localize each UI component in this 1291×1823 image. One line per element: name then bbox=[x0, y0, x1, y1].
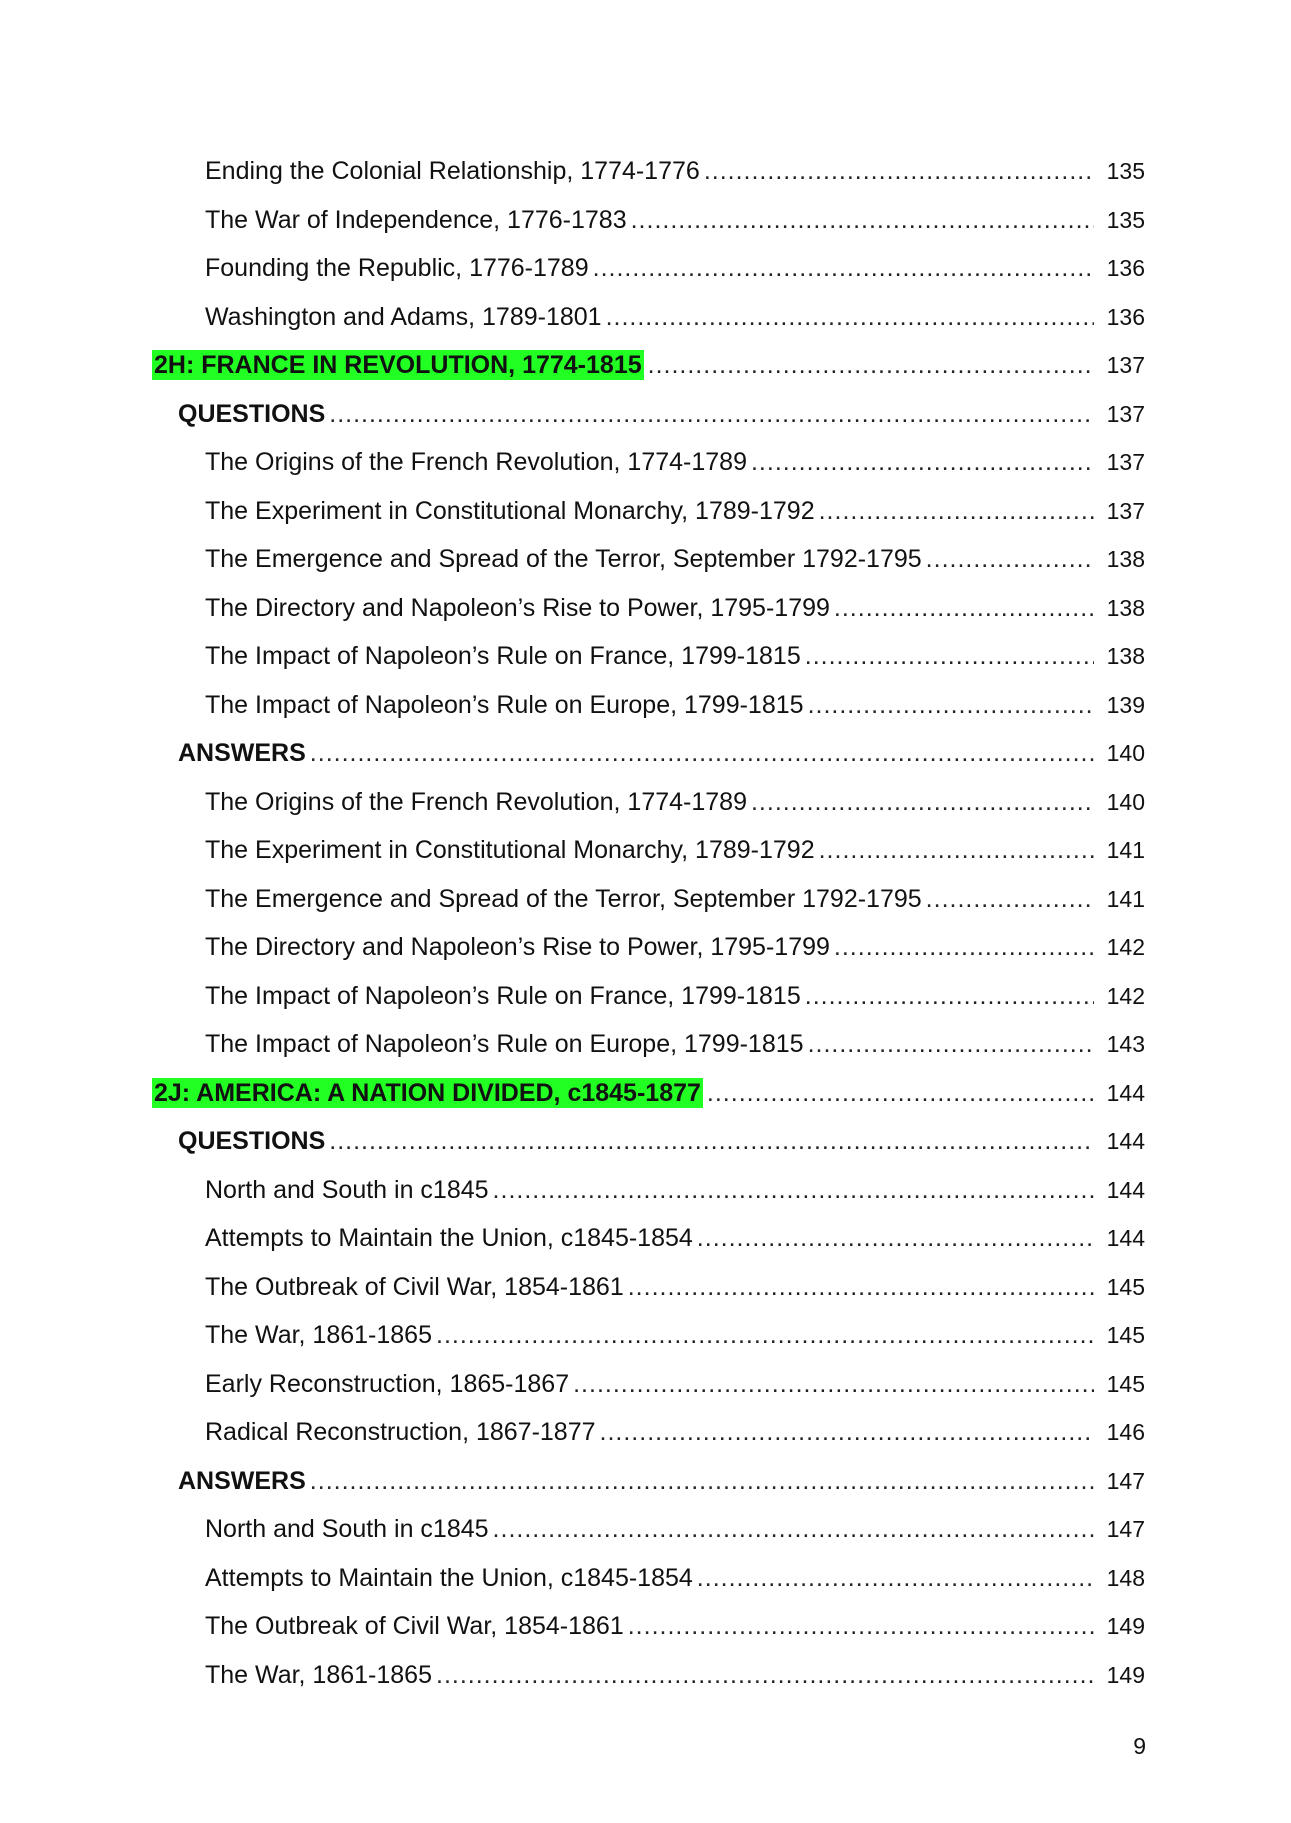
dot-leader bbox=[697, 1554, 1094, 1603]
toc-subheading[interactable] bbox=[0, 390, 1291, 439]
toc-entry-page: 144 bbox=[1106, 1176, 1145, 1203]
toc-entry-page: 144 bbox=[1106, 1225, 1145, 1251]
toc-entry-title: The War, 1861-1865 bbox=[205, 1321, 432, 1349]
dot-leader bbox=[808, 681, 1094, 730]
toc-entry-page: 137 bbox=[1106, 449, 1145, 475]
toc-entry-title: The Impact of Napoleon’s Rule on France, 1799-1815 bbox=[205, 642, 801, 670]
toc-entry[interactable] bbox=[0, 1263, 1291, 1312]
toc-entry-title: Attempts to Maintain the Union, c1845-1854 bbox=[205, 1563, 693, 1592]
toc-entry-title: The Experiment in Constitutional Monarchy, 1789-1792 bbox=[205, 836, 815, 864]
dot-leader bbox=[834, 584, 1094, 633]
toc-entry[interactable] bbox=[0, 923, 1291, 972]
toc-entry[interactable] bbox=[0, 438, 1291, 487]
dot-leader bbox=[493, 1505, 1094, 1554]
toc-entry[interactable] bbox=[0, 196, 1291, 245]
toc-entry-title: The Experiment in Constitutional Monarchy, 1789-1792 bbox=[205, 496, 815, 525]
toc-entry-title: Attempts to Maintain the Union, c1845-1854 bbox=[205, 1224, 693, 1252]
toc-entry-title: The Impact of Napoleon’s Rule on Europe, 1799-1815 bbox=[205, 690, 804, 719]
toc-entry-title: 2H: FRANCE IN REVOLUTION, 1774-1815 bbox=[154, 351, 642, 379]
toc-entry-title: Ending the Colonial Relationship, 1774-1776 bbox=[205, 157, 700, 185]
page-number: 9 bbox=[1133, 1733, 1146, 1759]
toc-entry-title: North and South in c1845 bbox=[205, 1515, 489, 1543]
toc-entry-page: 143 bbox=[1106, 1031, 1145, 1057]
toc-subheading[interactable] bbox=[0, 1117, 1291, 1166]
toc-entry-page: 141 bbox=[1106, 837, 1145, 863]
toc-entry[interactable] bbox=[0, 778, 1291, 827]
toc-entry-title: QUESTIONS bbox=[178, 399, 326, 428]
dot-leader bbox=[628, 1263, 1094, 1312]
toc-entry[interactable] bbox=[0, 1360, 1291, 1409]
toc-entry[interactable] bbox=[0, 826, 1291, 875]
dot-leader bbox=[751, 438, 1094, 487]
dot-leader bbox=[606, 293, 1094, 342]
toc-entry-page: 147 bbox=[1106, 1516, 1145, 1542]
dot-leader bbox=[310, 729, 1094, 778]
dot-leader bbox=[805, 972, 1094, 1021]
toc-entry[interactable] bbox=[0, 972, 1291, 1021]
toc-entry[interactable] bbox=[0, 147, 1291, 196]
toc-entry-page: 138 bbox=[1106, 546, 1145, 572]
toc-entry[interactable] bbox=[0, 681, 1291, 730]
dot-leader bbox=[329, 390, 1094, 439]
toc-entry[interactable] bbox=[0, 1311, 1291, 1360]
dot-leader bbox=[697, 1214, 1094, 1263]
dot-leader bbox=[329, 1117, 1094, 1166]
toc-entry[interactable] bbox=[0, 632, 1291, 681]
toc-entry-title: The Origins of the French Revolution, 1774-1789 bbox=[205, 448, 747, 476]
toc-entry-title: The Emergence and Spread of the Terror, September 1792-1795 bbox=[205, 884, 922, 913]
toc-entry-page: 139 bbox=[1106, 691, 1145, 718]
dot-leader bbox=[436, 1311, 1094, 1360]
toc-entry-title: The Directory and Napoleon’s Rise to Power, 1795-1799 bbox=[205, 593, 830, 622]
table-of-contents bbox=[0, 147, 1291, 1699]
toc-entry-title: The War of Independence, 1776-1783 bbox=[205, 205, 627, 234]
toc-entry-page: 147 bbox=[1106, 1467, 1145, 1494]
toc-entry-page: 142 bbox=[1106, 934, 1145, 960]
toc-entry-page: 146 bbox=[1106, 1419, 1145, 1445]
dot-leader bbox=[310, 1457, 1094, 1506]
toc-entry-page: 149 bbox=[1106, 1613, 1145, 1639]
toc-entry-title: The Outbreak of Civil War, 1854-1861 bbox=[205, 1272, 624, 1301]
toc-entry-page: 149 bbox=[1106, 1661, 1145, 1688]
toc-entry[interactable] bbox=[0, 875, 1291, 924]
dot-leader bbox=[648, 341, 1094, 390]
toc-subheading[interactable] bbox=[0, 1457, 1291, 1506]
toc-entry-title: Washington and Adams, 1789-1801 bbox=[205, 302, 602, 331]
toc-entry-page: 144 bbox=[1106, 1128, 1145, 1154]
toc-section-heading[interactable] bbox=[0, 341, 1291, 390]
toc-entry[interactable] bbox=[0, 584, 1291, 633]
toc-entry-title: The Outbreak of Civil War, 1854-1861 bbox=[205, 1612, 624, 1640]
toc-entry-title: 2J: AMERICA: A NATION DIVIDED, c1845-1877 bbox=[154, 1078, 701, 1107]
dot-leader bbox=[926, 875, 1094, 924]
toc-entry[interactable] bbox=[0, 1020, 1291, 1069]
dot-leader bbox=[593, 244, 1094, 293]
toc-entry-page: 137 bbox=[1106, 352, 1145, 378]
toc-entry[interactable] bbox=[0, 1214, 1291, 1263]
dot-leader bbox=[436, 1651, 1094, 1700]
toc-entry[interactable] bbox=[0, 1602, 1291, 1651]
dot-leader bbox=[628, 1602, 1094, 1651]
toc-entry[interactable] bbox=[0, 1505, 1291, 1554]
toc-entry-page: 136 bbox=[1106, 255, 1145, 281]
toc-entry-page: 142 bbox=[1106, 982, 1145, 1009]
toc-entry-page: 145 bbox=[1106, 1322, 1145, 1348]
dot-leader bbox=[819, 487, 1094, 536]
dot-leader bbox=[819, 826, 1094, 875]
toc-entry[interactable] bbox=[0, 1408, 1291, 1457]
toc-entry-page: 148 bbox=[1106, 1564, 1145, 1591]
toc-entry-title: Radical Reconstruction, 1867-1877 bbox=[205, 1418, 596, 1446]
toc-entry-page: 144 bbox=[1106, 1079, 1145, 1106]
toc-subheading[interactable] bbox=[0, 729, 1291, 778]
toc-entry-page: 138 bbox=[1106, 643, 1145, 669]
toc-entry[interactable] bbox=[0, 1166, 1291, 1215]
toc-entry-title: ANSWERS bbox=[178, 1466, 306, 1495]
dot-leader bbox=[573, 1360, 1094, 1409]
dot-leader bbox=[600, 1408, 1094, 1457]
toc-entry-title: The Directory and Napoleon’s Rise to Power, 1795-1799 bbox=[205, 933, 830, 961]
toc-entry-page: 136 bbox=[1106, 303, 1145, 330]
toc-entry-page: 140 bbox=[1106, 788, 1145, 815]
toc-entry[interactable] bbox=[0, 487, 1291, 536]
dot-leader bbox=[834, 923, 1094, 972]
toc-entry-page: 145 bbox=[1106, 1273, 1145, 1300]
toc-entry[interactable] bbox=[0, 1651, 1291, 1700]
toc-entry-page: 140 bbox=[1106, 740, 1145, 766]
dot-leader bbox=[926, 535, 1094, 584]
toc-entry-page: 135 bbox=[1106, 206, 1145, 233]
toc-entry-title: ANSWERS bbox=[178, 739, 306, 767]
toc-entry-title: The Impact of Napoleon’s Rule on France, 1799-1815 bbox=[205, 981, 801, 1010]
toc-entry-page: 137 bbox=[1106, 400, 1145, 427]
dot-leader bbox=[631, 196, 1094, 245]
dot-leader bbox=[493, 1166, 1094, 1215]
toc-entry-page: 137 bbox=[1106, 497, 1145, 524]
toc-entry[interactable] bbox=[0, 1554, 1291, 1603]
toc-entry-title: The War, 1861-1865 bbox=[205, 1660, 432, 1689]
toc-entry-title: The Origins of the French Revolution, 1774-1789 bbox=[205, 787, 747, 816]
dot-leader bbox=[707, 1069, 1094, 1118]
dot-leader bbox=[751, 778, 1094, 827]
toc-entry[interactable] bbox=[0, 244, 1291, 293]
toc-entry-title: The Emergence and Spread of the Terror, September 1792-1795 bbox=[205, 545, 922, 573]
toc-entry-title: QUESTIONS bbox=[178, 1127, 326, 1155]
toc-entry[interactable] bbox=[0, 293, 1291, 342]
toc-entry-page: 135 bbox=[1106, 158, 1145, 184]
toc-entry-page: 141 bbox=[1106, 885, 1145, 912]
toc-entry-page: 145 bbox=[1106, 1370, 1145, 1397]
dot-leader bbox=[805, 632, 1094, 681]
toc-section-heading[interactable] bbox=[0, 1069, 1291, 1118]
toc-entry[interactable] bbox=[0, 535, 1291, 584]
toc-entry-page: 138 bbox=[1106, 594, 1145, 621]
toc-entry-title: Early Reconstruction, 1865-1867 bbox=[205, 1369, 570, 1398]
toc-entry-title: Founding the Republic, 1776-1789 bbox=[205, 254, 589, 282]
toc-entry-title: The Impact of Napoleon’s Rule on Europe, 1799-1815 bbox=[205, 1030, 804, 1058]
toc-entry-title: North and South in c1845 bbox=[205, 1175, 489, 1204]
dot-leader bbox=[704, 147, 1094, 196]
dot-leader bbox=[808, 1020, 1094, 1069]
